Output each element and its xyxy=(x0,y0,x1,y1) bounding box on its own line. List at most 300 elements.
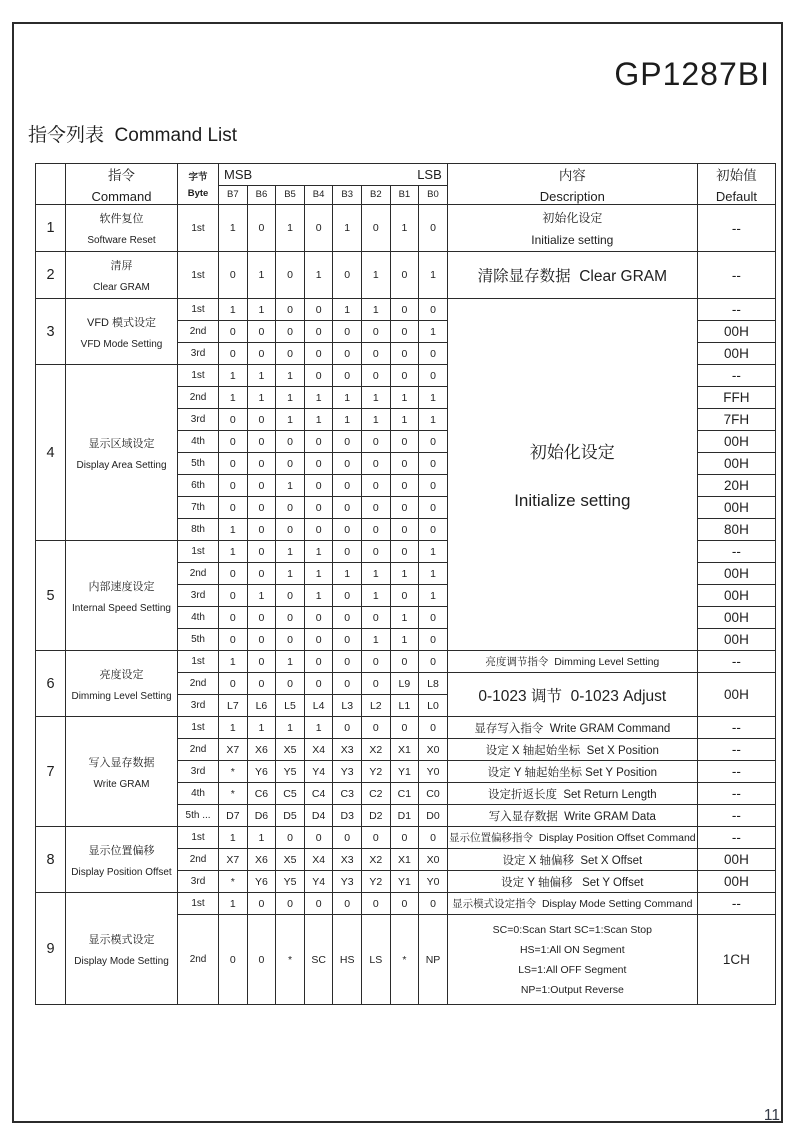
bit-cell: 0 xyxy=(304,893,333,915)
command-name-zh: 显示模式设定 xyxy=(88,933,155,946)
command-cell xyxy=(66,893,178,1005)
description-cell xyxy=(447,739,697,761)
bit-cell: 0 xyxy=(333,497,362,519)
bit-cell: X2 xyxy=(362,739,391,761)
bit-label-b2: B2 xyxy=(362,185,391,204)
bit-cell: X7 xyxy=(219,739,248,761)
description-line: 设定 Y 轴偏移 Set Y Offset xyxy=(501,876,644,889)
header-default xyxy=(697,164,775,205)
bit-cell: 0 xyxy=(304,519,333,541)
bit-cell: 1 xyxy=(219,387,248,409)
bit-cell: 0 xyxy=(304,321,333,343)
byte-cell: 1st xyxy=(178,717,219,739)
bit-cell: 1 xyxy=(333,299,362,321)
bit-cell: 0 xyxy=(419,893,448,915)
byte-cell: 3rd xyxy=(178,585,219,607)
bit-cell: Y5 xyxy=(276,761,305,783)
default-cell: -- xyxy=(697,205,775,252)
bit-cell: 1 xyxy=(276,651,305,673)
command-cell xyxy=(66,205,178,252)
table-row xyxy=(36,893,776,915)
default-cell: -- xyxy=(697,717,775,739)
bit-cell: 0 xyxy=(419,205,448,252)
bit-cell: 0 xyxy=(219,497,248,519)
bit-cell: 0 xyxy=(390,519,419,541)
bit-cell: 0 xyxy=(219,563,248,585)
bit-cell: 0 xyxy=(362,453,391,475)
command-name-zh: 显示位置偏移 xyxy=(88,844,155,857)
description-cell xyxy=(447,205,697,252)
description-line: 清除显存数据 Clear GRAM xyxy=(477,268,668,285)
byte-cell: 5th xyxy=(178,629,219,651)
bit-label-b1: B1 xyxy=(390,185,419,204)
byte-cell: 1st xyxy=(178,541,219,563)
bit-cell: 1 xyxy=(276,365,305,387)
bit-cell: 1 xyxy=(362,629,391,651)
default-cell: 00H xyxy=(697,607,775,629)
byte-cell: 2nd xyxy=(178,673,219,695)
bit-cell: 0 xyxy=(333,475,362,497)
bit-cell: 0 xyxy=(362,717,391,739)
bit-cell: L7 xyxy=(219,695,248,717)
byte-cell: 7th xyxy=(178,497,219,519)
bit-cell: 0 xyxy=(247,321,276,343)
bit-cell: D6 xyxy=(247,805,276,827)
bit-cell: C0 xyxy=(419,783,448,805)
bit-cell: 0 xyxy=(276,893,305,915)
description-cell xyxy=(447,761,697,783)
description-line: 0-1023 调节 0-1023 Adjust xyxy=(478,687,667,705)
bit-cell: Y3 xyxy=(333,761,362,783)
bit-cell: 1 xyxy=(390,387,419,409)
command-table xyxy=(35,163,776,1005)
bit-cell: * xyxy=(390,915,419,1005)
bit-cell: C4 xyxy=(304,783,333,805)
default-cell: 00H xyxy=(697,871,775,893)
bit-cell: 0 xyxy=(362,321,391,343)
description-line: 初始化设定 xyxy=(542,211,603,225)
bit-cell: 0 xyxy=(419,651,448,673)
bit-cell: 0 xyxy=(333,893,362,915)
default-cell: 00H xyxy=(697,431,775,453)
bit-cell: 0 xyxy=(333,585,362,607)
default-cell: -- xyxy=(697,805,775,827)
bit-cell: 0 xyxy=(219,409,248,431)
bit-cell: 0 xyxy=(276,431,305,453)
header-byte xyxy=(178,164,219,205)
bit-label-b6: B6 xyxy=(247,185,276,204)
bit-cell: X7 xyxy=(219,849,248,871)
bit-cell: X2 xyxy=(362,849,391,871)
default-cell: -- xyxy=(697,365,775,387)
bit-cell: 1 xyxy=(419,409,448,431)
bit-cell: 0 xyxy=(390,893,419,915)
bit-cell: 0 xyxy=(276,585,305,607)
bit-cell: 1 xyxy=(247,827,276,849)
description-line: 写入显存数据 Write GRAM Data xyxy=(488,810,656,823)
default-cell: 00H xyxy=(697,629,775,651)
default-cell: 00H xyxy=(697,673,775,717)
description-cell xyxy=(447,673,697,717)
bit-cell: 1 xyxy=(247,717,276,739)
bit-cell: 1 xyxy=(219,651,248,673)
bit-cell: 0 xyxy=(219,252,248,299)
bit-label-b3: B3 xyxy=(333,185,362,204)
bit-cell: 1 xyxy=(390,409,419,431)
bit-cell: * xyxy=(219,871,248,893)
bit-cell: 0 xyxy=(390,827,419,849)
byte-cell: 1st xyxy=(178,893,219,915)
bit-cell: 0 xyxy=(333,343,362,365)
bit-cell: Y1 xyxy=(390,871,419,893)
table-row xyxy=(36,205,776,252)
bit-cell: L1 xyxy=(390,695,419,717)
group-index: 7 xyxy=(36,717,66,827)
bit-cell: L6 xyxy=(247,695,276,717)
bit-cell: 1 xyxy=(362,387,391,409)
bit-cell: 1 xyxy=(219,299,248,321)
bit-cell: HS xyxy=(333,915,362,1005)
bit-cell: L8 xyxy=(419,673,448,695)
bit-cell: 0 xyxy=(276,299,305,321)
bit-cell: 0 xyxy=(333,607,362,629)
default-cell: FFH xyxy=(697,387,775,409)
default-cell: -- xyxy=(697,761,775,783)
bit-cell: D5 xyxy=(276,805,305,827)
bit-cell: 1 xyxy=(390,563,419,585)
bit-cell: 1 xyxy=(247,365,276,387)
bit-cell: 0 xyxy=(247,629,276,651)
group-index: 4 xyxy=(36,365,66,541)
bit-cell: 0 xyxy=(362,343,391,365)
byte-cell: 2nd xyxy=(178,849,219,871)
description-line: 初始化设定 xyxy=(529,443,615,462)
bit-cell: X6 xyxy=(247,739,276,761)
bit-cell: 0 xyxy=(219,475,248,497)
command-name-en: VFD Mode Setting xyxy=(80,338,163,350)
bit-cell: 0 xyxy=(362,497,391,519)
bit-cell: 0 xyxy=(419,475,448,497)
command-name-zh: 清屏 xyxy=(110,260,133,272)
command-name-en: Clear GRAM xyxy=(93,282,150,293)
bit-cell: 0 xyxy=(419,629,448,651)
byte-cell: 1st xyxy=(178,252,219,299)
bit-cell: 0 xyxy=(362,519,391,541)
header-lsb: LSB xyxy=(417,166,442,182)
default-cell: 00H xyxy=(697,343,775,365)
bit-cell: Y0 xyxy=(419,761,448,783)
bit-cell: 0 xyxy=(419,717,448,739)
command-table-body xyxy=(36,205,776,1005)
bit-cell: 0 xyxy=(419,365,448,387)
bit-cell: * xyxy=(219,761,248,783)
description-cell xyxy=(447,252,697,299)
command-name-en: Internal Speed Setting xyxy=(72,602,171,614)
bit-cell: 0 xyxy=(304,205,333,252)
description-line: NP=1:Output Reverse xyxy=(520,983,624,996)
bit-cell: X4 xyxy=(304,739,333,761)
default-cell: -- xyxy=(697,541,775,563)
bit-cell: D1 xyxy=(390,805,419,827)
bit-cell: 0 xyxy=(276,343,305,365)
description-cell xyxy=(447,827,697,849)
default-cell: 00H xyxy=(697,453,775,475)
description-cell xyxy=(447,299,697,651)
bit-cell: 0 xyxy=(333,252,362,299)
bit-cell: 0 xyxy=(219,321,248,343)
bit-cell: 0 xyxy=(333,673,362,695)
command-name-en: Software Reset xyxy=(87,235,156,246)
command-cell xyxy=(66,299,178,365)
header-command-en: Command xyxy=(91,189,152,204)
byte-cell: 1st xyxy=(178,827,219,849)
bit-cell: SC xyxy=(304,915,333,1005)
bit-cell: 1 xyxy=(304,541,333,563)
bit-cell: 0 xyxy=(419,519,448,541)
command-cell xyxy=(66,365,178,541)
byte-cell: 4th xyxy=(178,431,219,453)
bit-cell: 0 xyxy=(247,541,276,563)
bit-cell: 1 xyxy=(219,717,248,739)
bit-cell: 1 xyxy=(304,252,333,299)
bit-cell: 0 xyxy=(247,519,276,541)
bit-cell: 0 xyxy=(333,453,362,475)
bit-cell: 0 xyxy=(362,365,391,387)
header-byte-zh: 字节 xyxy=(188,172,208,183)
command-name-en: Display Mode Setting xyxy=(74,955,169,967)
header-msb-lsb xyxy=(219,164,448,186)
command-cell xyxy=(66,651,178,717)
command-name-zh: 内部速度设定 xyxy=(88,580,155,593)
group-index: 3 xyxy=(36,299,66,365)
bit-cell: 0 xyxy=(247,475,276,497)
bit-cell: 0 xyxy=(304,497,333,519)
bit-cell: 0 xyxy=(247,563,276,585)
bit-cell: 0 xyxy=(419,431,448,453)
bit-cell: 1 xyxy=(247,585,276,607)
bit-cell: 0 xyxy=(362,541,391,563)
bit-cell: 0 xyxy=(304,651,333,673)
bit-cell: 1 xyxy=(276,541,305,563)
bit-cell: LS xyxy=(362,915,391,1005)
bit-cell: 0 xyxy=(390,365,419,387)
bit-cell: D0 xyxy=(419,805,448,827)
page-number: 11 xyxy=(763,1107,780,1124)
bit-cell: 1 xyxy=(219,205,248,252)
bit-cell: C1 xyxy=(390,783,419,805)
description-line: 显示位置偏移指令 Display Position Offset Command xyxy=(449,832,696,844)
bit-cell: X5 xyxy=(276,739,305,761)
bit-cell: 0 xyxy=(419,453,448,475)
bit-cell: * xyxy=(276,915,305,1005)
bit-cell: Y6 xyxy=(247,761,276,783)
bit-cell: 0 xyxy=(390,343,419,365)
bit-cell: 0 xyxy=(362,607,391,629)
command-name-zh: 亮度设定 xyxy=(99,668,144,681)
byte-cell: 3rd xyxy=(178,695,219,717)
bit-cell: 0 xyxy=(219,629,248,651)
default-cell: 00H xyxy=(697,497,775,519)
default-cell: -- xyxy=(697,299,775,321)
header-msb: MSB xyxy=(224,166,253,182)
bit-cell: 0 xyxy=(362,475,391,497)
description-line: Initialize setting xyxy=(531,233,614,247)
header-command xyxy=(66,164,178,205)
bit-cell: 0 xyxy=(247,343,276,365)
bit-cell: 1 xyxy=(276,409,305,431)
bit-cell: 0 xyxy=(390,321,419,343)
default-cell: -- xyxy=(697,651,775,673)
byte-cell: 2nd xyxy=(178,739,219,761)
table-row xyxy=(36,651,776,673)
bit-cell: 0 xyxy=(333,519,362,541)
bit-cell: 0 xyxy=(247,205,276,252)
bit-cell: 0 xyxy=(390,431,419,453)
bit-cell: 0 xyxy=(333,365,362,387)
command-name-en: Display Area Setting xyxy=(76,459,167,471)
byte-cell: 1st xyxy=(178,365,219,387)
bit-cell: Y6 xyxy=(247,871,276,893)
description-cell xyxy=(447,893,697,915)
bit-cell: C6 xyxy=(247,783,276,805)
bit-cell: 1 xyxy=(362,409,391,431)
command-name-zh: VFD 模式设定 xyxy=(86,316,157,329)
bit-cell: 0 xyxy=(304,607,333,629)
byte-cell: 5th ... xyxy=(178,805,219,827)
bit-cell: X5 xyxy=(276,849,305,871)
bit-cell: 0 xyxy=(219,585,248,607)
bit-cell: L3 xyxy=(333,695,362,717)
bit-cell: X3 xyxy=(333,739,362,761)
bit-cell: 0 xyxy=(333,827,362,849)
bit-cell: 1 xyxy=(276,387,305,409)
command-name-en: Display Position Offset xyxy=(71,866,172,878)
header-byte-en: Byte xyxy=(187,188,209,199)
bit-cell: X6 xyxy=(247,849,276,871)
description-cell xyxy=(447,717,697,739)
bit-cell: 1 xyxy=(304,585,333,607)
bit-cell: L5 xyxy=(276,695,305,717)
bit-label-b0: B0 xyxy=(419,185,448,204)
bit-cell: 0 xyxy=(304,673,333,695)
byte-cell: 6th xyxy=(178,475,219,497)
bit-cell: 0 xyxy=(276,497,305,519)
bit-cell: 0 xyxy=(247,915,276,1005)
group-index: 2 xyxy=(36,252,66,299)
bit-cell: 1 xyxy=(276,205,305,252)
default-cell: 00H xyxy=(697,321,775,343)
bit-cell: Y5 xyxy=(276,871,305,893)
header-default-zh: 初始值 xyxy=(716,168,757,183)
header-index-blank xyxy=(36,164,66,205)
bit-cell: 1 xyxy=(362,585,391,607)
bit-cell: 1 xyxy=(247,387,276,409)
bit-cell: 0 xyxy=(390,541,419,563)
bit-cell: 0 xyxy=(333,651,362,673)
bit-cell: 1 xyxy=(247,299,276,321)
byte-cell: 1st xyxy=(178,299,219,321)
bit-cell: Y2 xyxy=(362,871,391,893)
bit-cell: L0 xyxy=(419,695,448,717)
description-line: 设定 X 轴偏移 Set X Offset xyxy=(502,854,643,867)
bit-cell: 0 xyxy=(247,607,276,629)
byte-cell: 3rd xyxy=(178,409,219,431)
command-cell xyxy=(66,252,178,299)
byte-cell: 8th xyxy=(178,519,219,541)
bit-cell: 1 xyxy=(362,299,391,321)
description-line: HS=1:All ON Segment xyxy=(519,943,625,956)
group-index: 1 xyxy=(36,205,66,252)
byte-cell: 3rd xyxy=(178,761,219,783)
bit-cell: 1 xyxy=(304,409,333,431)
byte-cell: 4th xyxy=(178,783,219,805)
header-command-zh: 指令 xyxy=(108,168,136,183)
default-cell: 7FH xyxy=(697,409,775,431)
bit-cell: 0 xyxy=(390,475,419,497)
bit-cell: 1 xyxy=(419,252,448,299)
header-description-zh: 内容 xyxy=(558,168,586,183)
byte-cell: 2nd xyxy=(178,387,219,409)
bit-cell: 0 xyxy=(219,453,248,475)
bit-cell: 0 xyxy=(390,497,419,519)
bit-cell: 0 xyxy=(304,343,333,365)
bit-cell: D4 xyxy=(304,805,333,827)
bit-cell: 1 xyxy=(419,321,448,343)
description-line: 亮度调节指令 Dimming Level Setting xyxy=(485,656,660,668)
default-cell: 00H xyxy=(697,849,775,871)
command-name-en: Dimming Level Setting xyxy=(71,690,172,702)
byte-cell: 2nd xyxy=(178,563,219,585)
bit-cell: 0 xyxy=(304,365,333,387)
byte-cell: 2nd xyxy=(178,321,219,343)
bit-cell: 1 xyxy=(219,893,248,915)
bit-cell: 0 xyxy=(247,893,276,915)
bit-cell: 1 xyxy=(333,563,362,585)
byte-cell: 1st xyxy=(178,205,219,252)
bit-cell: 0 xyxy=(362,673,391,695)
bit-cell: 0 xyxy=(362,431,391,453)
bit-cell: 1 xyxy=(304,717,333,739)
bit-cell: 0 xyxy=(333,321,362,343)
default-cell: 80H xyxy=(697,519,775,541)
bit-cell: 1 xyxy=(390,629,419,651)
bit-cell: 0 xyxy=(419,343,448,365)
default-cell: -- xyxy=(697,252,775,299)
description-cell xyxy=(447,783,697,805)
bit-cell: 0 xyxy=(247,453,276,475)
description-cell xyxy=(447,871,697,893)
default-cell: 00H xyxy=(697,585,775,607)
bit-cell: 1 xyxy=(219,519,248,541)
group-index: 6 xyxy=(36,651,66,717)
byte-cell: 3rd xyxy=(178,343,219,365)
bit-cell: 0 xyxy=(390,453,419,475)
bit-cell: 0 xyxy=(276,321,305,343)
group-index: 9 xyxy=(36,893,66,1005)
bit-cell: D2 xyxy=(362,805,391,827)
bit-label-b4: B4 xyxy=(304,185,333,204)
command-cell xyxy=(66,827,178,893)
bit-cell: 0 xyxy=(333,629,362,651)
bit-cell: 0 xyxy=(219,431,248,453)
bit-cell: L9 xyxy=(390,673,419,695)
bit-cell: 0 xyxy=(304,453,333,475)
bit-cell: 0 xyxy=(247,409,276,431)
bit-label-b7: B7 xyxy=(219,185,248,204)
description-line: Initialize setting xyxy=(514,491,631,510)
bit-cell: Y1 xyxy=(390,761,419,783)
bit-cell: 1 xyxy=(333,387,362,409)
